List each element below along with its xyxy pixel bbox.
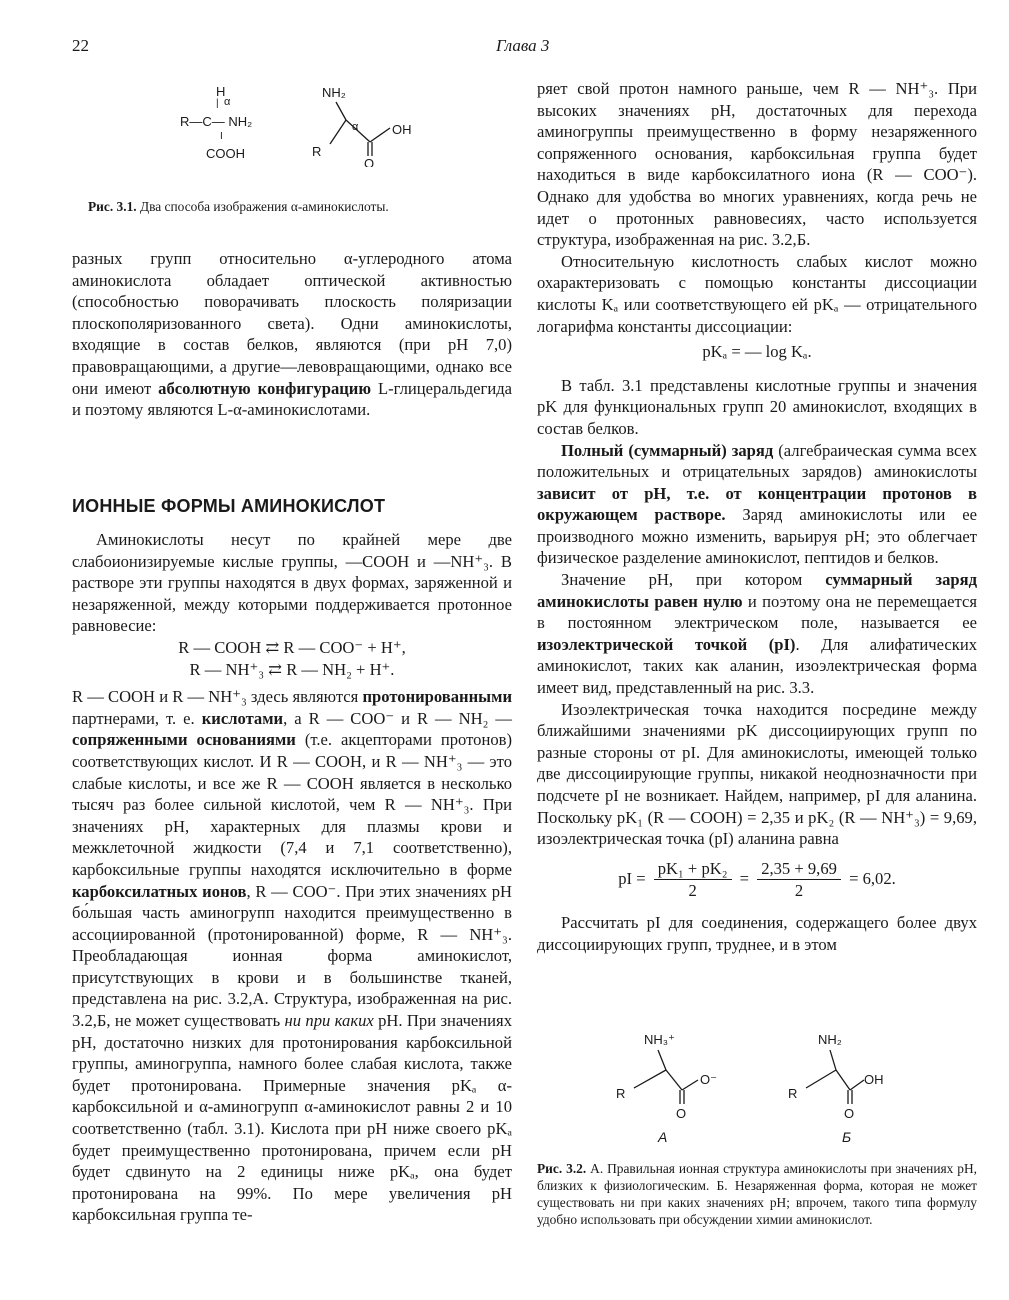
s2-r: R: [312, 144, 322, 159]
s2-structure: [300, 82, 430, 167]
pi-equation: pI = $\frac{\text{pK₁ + pK₂}}{2}$ = $\frac{2,35 + 9,69}{2}$ = 6,02.: [618, 858, 896, 901]
figure-3-2: [600, 1028, 900, 1148]
figure-3-2-caption: [537, 1160, 977, 1228]
s2-oh: OH: [392, 122, 412, 137]
left-paragraph-2: Аминокислоты несут по крайней мере две слабоионизируемые кислые группы, —COOH и —NH⁺₃. В растворе эти группы находятся в двух формах, заряженной и незаряженной, между которыми поддерживается протонное равновесие:: [72, 530, 512, 636]
right-paragraph-1: ряет свой протон намного раньше, чем R — NH⁺₃. При высоких значениях pH, достаточных для перехода аминогруппы преимущественно в форму незаряженного сопряженного основания, карбоксильная группа будет находиться в виде карбоксилатного иона (R — COO⁻). Однако для удобства во многих уравнениях, когда речь не идет о протонных равновесиях, часто используется структура, изображенная на рис. 3.2,Б.: [537, 79, 977, 250]
right-column-body: [537, 78, 977, 955]
page-number: 22: [72, 36, 89, 55]
s1-r-chain: R—C— NH₂: [180, 114, 253, 129]
caption-text: Два способа изображения α-аминокислоты.: [139, 199, 389, 214]
right-paragraph-2: Относительную кислотность слабых кислот можно охарактеризовать с помощью константы диссоциации кислоты Kₐ или соответствующего ей pKₐ — отрицательного логарифма константы диссоциации:: [537, 251, 977, 336]
caption-label: Рис. 3.2.: [537, 1161, 587, 1176]
s2-o: O: [364, 156, 375, 167]
s2-alpha: α: [352, 121, 359, 133]
right-paragraph-6: Изоэлектрическая точка находится посредине между ближайшими значениями pK диссоциирующих групп по разные стороны от pI. Для аминокислоты, имеющей только две диссоциирующие группы, никакой неоднозначности при подсчете pI не возникает. Найдем, например, pI для аланина. Поскольку pK₁ (R — COOH) = 2,35 и pK₂ (R — NH⁺₃) = 9,69, изоэлектрическая точка (pI) аланина равна: [537, 699, 977, 849]
equilibrium-eq-1: R — COOH ⇄ R — COO⁻ + H⁺,: [178, 637, 406, 657]
a-o-minus: O⁻: [700, 1072, 717, 1087]
s2-nh2: NH₂: [322, 85, 346, 100]
b-r: R: [788, 1086, 798, 1101]
left-paragraph-3: R — COOH и R — NH⁺₃ здесь являются протонированными партнерами, т. е. кислотами, а R — COO⁻ и R — NH₂ — сопряженными основаниями (т.е. акцепторами протонов) соответствующих кислот. И R — COOH, и R — NH⁺₃ — это слабые кислоты, и все же R — COOH является в несколько тысяч раз более сильной кислотой, чем R — NH⁺₃. При значениях pH, характерных для плазмы крови и межклеточной жидкости (7,4 и 7,1 соответственно), карбоксильные группы находятся исключительно в форме карбоксилатных ионов, R — COO⁻. При этих значениях pH бо́льшая часть аминогрупп находится преимущественно в ассоциированной (протонированной) форме, R — NH⁺₃. Преобладающая ионная форма аминокислот, присутствующих в крови и в большинстве тканей, представлена на рис. 3.2,А. Структура, изображенная на рис. 3.2,Б, не может существовать ни при каких pH. При значениях pH, достаточно низких для протонирования карбоксильной группы, аминогруппа, намного более слабая кислота, также будет протонирована. Примерные значения pKₐ α-карбоксильной и α-аминогрупп α-аминокислот равны 2 и 10 соответственно (табл. 3.1). Кислота при pH ниже своего pKₐ будет преимущественно протонирована, причем если pH будет сдвинуто на 2 единицы ниже pKₐ, она будет протонирована на 99%. По мере увеличения pH карбоксильная группа те-: [72, 687, 513, 1225]
s1-h: H: [216, 84, 226, 99]
a-r: R: [616, 1086, 626, 1101]
right-paragraph-5: Значение pH, при котором суммарный заряд аминокислоты равен нулю и поэтому она не перемещается в постоянном электрическом поле, называется ее изоэлектрической точкой (pI). Для алифатических аминокислот, таких как аланин, изоэлектрическая форма имеет вид, представленный на рис. 3.3.: [537, 570, 977, 698]
figure-3-1-caption: [88, 198, 508, 215]
b-o: O: [844, 1106, 855, 1121]
b-oh: OH: [864, 1072, 884, 1087]
equilibrium-eq-2: R — NH⁺₃ ⇄ R — NH₂ + H⁺.: [189, 659, 395, 679]
a-o: O: [676, 1106, 687, 1121]
b-label: Б: [842, 1129, 852, 1145]
right-paragraph-4: Полный (суммарный) заряд (алгебраическая сумма всех положительных и отрицательных зарядов) аминокислоты зависит от pH, т.е. от концентрации протонов в окружающем растворе. Заряд аминокислоты или ее производного можно изменить, варьируя pH; это облегчает физическое разделение аминокислот, пептидов и белков.: [537, 440, 977, 568]
s1-cooh: COOH: [206, 146, 245, 161]
figure-3-1: H α | R—C— NH₂ I COOH NH₂ α OH R O: [180, 82, 510, 192]
s1-bar: I: [220, 131, 223, 142]
pka-equation: pKₐ = — log Kₐ.: [702, 342, 812, 362]
s1-alpha: α: [224, 96, 231, 108]
right-paragraph-3: В табл. 3.1 представлены кислотные группы и значения pK для функциональных групп 20 аминокислот, входящих в состав белков.: [537, 375, 977, 438]
running-header: Глава 3: [496, 36, 550, 55]
b-nh2: NH₂: [818, 1032, 842, 1047]
left-paragraph-1: разных групп относительно α-углеродного атома аминокислота обладает оптической активностью (способностью поворачивать плоскость поляризации плоскополяризованного света). Одни аминокислоты, входящие в состав белков, являются (при pH 7,0) правовращающими, а другие—левовращающими, однако все они имеют абсолютную конфигурацию L-глицеральдегида и поэтому являются L-α-аминокислотами.: [72, 249, 513, 420]
a-label: А: [658, 1129, 668, 1145]
a-nh3: NH₃⁺: [644, 1032, 675, 1047]
caption-text: А. Правильная ионная структура аминокислоты при значениях pH, близких к физиологическим. Б. Незаряженная форма, которая не может существовать ни при каких значениях pH; впрочем, такого типа формулу удобно использовать при обсуждении химии аминокислот.: [537, 1161, 977, 1227]
section-heading: ИОННЫЕ ФОРМЫ АМИНОКИСЛОТ: [72, 496, 386, 516]
left-column-body: [72, 529, 512, 1226]
right-paragraph-7: Рассчитать pI для соединения, содержащего более двух диссоциирующих групп, труднее, и в этом: [537, 912, 977, 954]
caption-label: Рис. 3.1.: [88, 199, 137, 214]
